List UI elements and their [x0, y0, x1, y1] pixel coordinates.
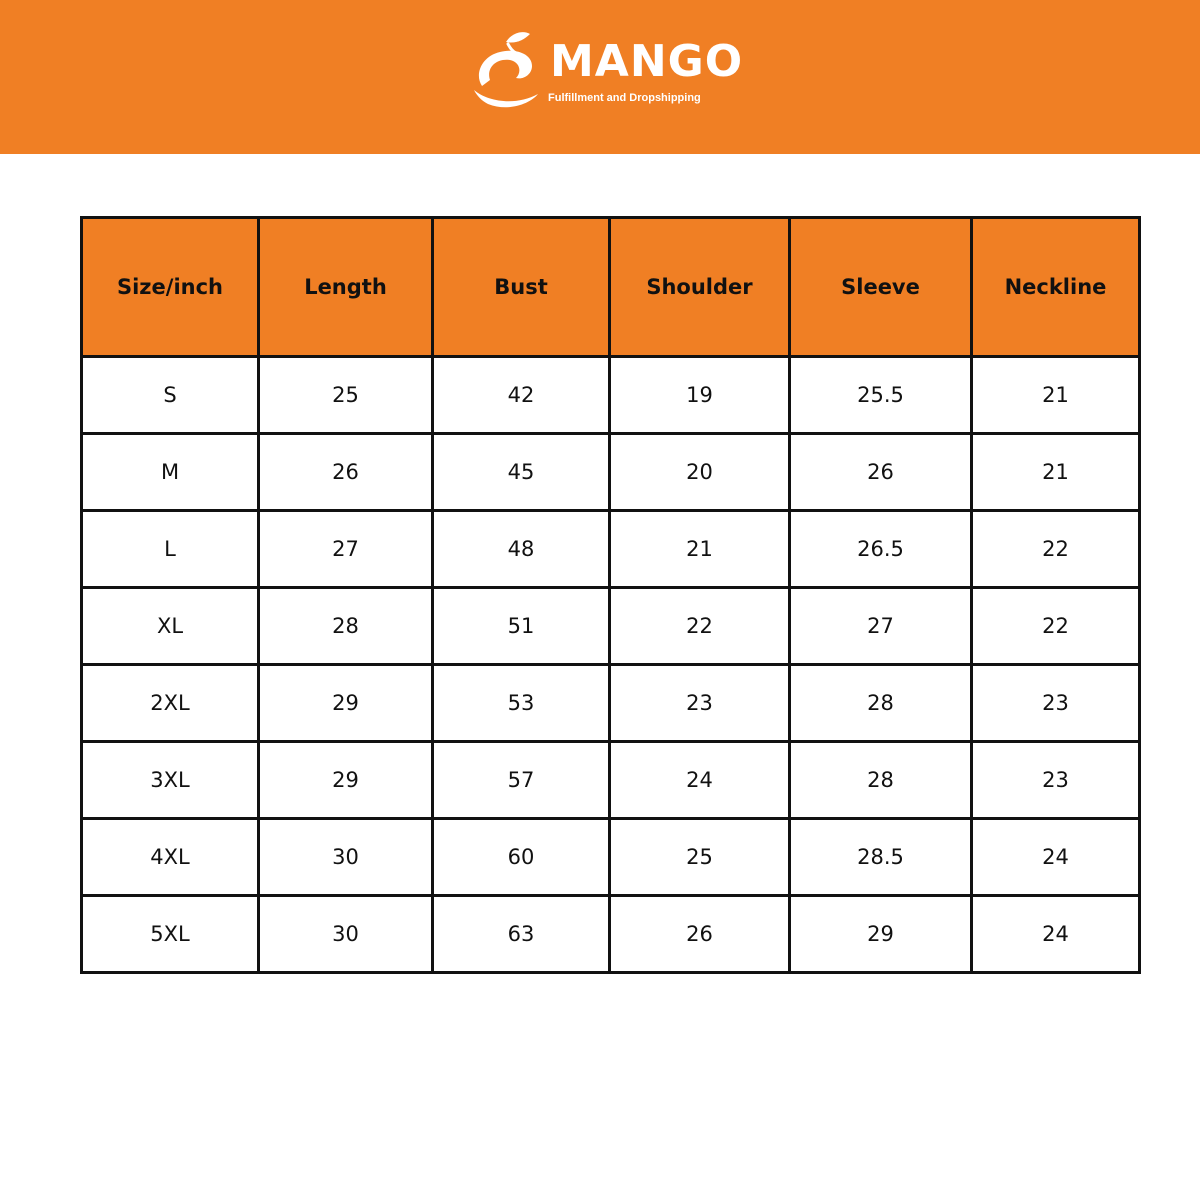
table-cell: 5XL	[82, 896, 259, 973]
table-row	[82, 896, 1140, 973]
table-cell: 27	[790, 588, 972, 665]
table-row	[82, 665, 1140, 742]
table-cell: L	[82, 511, 259, 588]
mango-logo-icon	[472, 28, 550, 108]
table-cell: 19	[610, 357, 790, 434]
table-cell: 22	[610, 588, 790, 665]
table-cell: 29	[790, 896, 972, 973]
brand-logo	[472, 28, 744, 112]
table-cell: 28	[790, 742, 972, 819]
table-cell: 26	[610, 896, 790, 973]
table-cell: 22	[972, 588, 1140, 665]
table-cell: 3XL	[82, 742, 259, 819]
table-cell: 30	[259, 819, 433, 896]
table-cell: 29	[259, 742, 433, 819]
table-cell: 60	[433, 819, 610, 896]
table-row	[82, 434, 1140, 511]
table-cell: 48	[433, 511, 610, 588]
column-header-neckline: Neckline	[972, 218, 1140, 357]
table-cell: 63	[433, 896, 610, 973]
table-cell: XL	[82, 588, 259, 665]
table-cell: 21	[610, 511, 790, 588]
table-row	[82, 357, 1140, 434]
table-cell: 51	[433, 588, 610, 665]
table-header-row	[82, 218, 1140, 357]
table-cell: 28	[790, 665, 972, 742]
table-cell: 29	[259, 665, 433, 742]
brand-tagline: Fulfillment and Dropshipping	[548, 92, 701, 104]
table-cell: 53	[433, 665, 610, 742]
table-cell: 22	[972, 511, 1140, 588]
column-header-sleeve: Sleeve	[790, 218, 972, 357]
table-cell: 30	[259, 896, 433, 973]
table-cell: 57	[433, 742, 610, 819]
table-cell: 23	[610, 665, 790, 742]
table-cell: 28	[259, 588, 433, 665]
column-header-size: Size/inch	[82, 218, 259, 357]
table-cell: 24	[972, 819, 1140, 896]
column-header-shoulder: Shoulder	[610, 218, 790, 357]
table-cell: 25	[259, 357, 433, 434]
table-cell: 42	[433, 357, 610, 434]
table-cell: 26	[790, 434, 972, 511]
table-cell: 25.5	[790, 357, 972, 434]
size-chart-table	[80, 216, 1141, 974]
table-cell: 25	[610, 819, 790, 896]
table-row	[82, 819, 1140, 896]
table-cell: 21	[972, 357, 1140, 434]
table-cell: M	[82, 434, 259, 511]
table-cell: 26	[259, 434, 433, 511]
table-cell: 27	[259, 511, 433, 588]
table-cell: 24	[610, 742, 790, 819]
brand-name: MANGO	[550, 36, 744, 87]
table-cell: 23	[972, 665, 1140, 742]
table-cell: S	[82, 357, 259, 434]
column-header-length: Length	[259, 218, 433, 357]
header-banner	[0, 0, 1200, 154]
table-cell: 21	[972, 434, 1140, 511]
table-cell: 28.5	[790, 819, 972, 896]
table-cell: 20	[610, 434, 790, 511]
table-cell: 24	[972, 896, 1140, 973]
table-row	[82, 511, 1140, 588]
table-cell: 4XL	[82, 819, 259, 896]
table-cell: 45	[433, 434, 610, 511]
column-header-bust: Bust	[433, 218, 610, 357]
table-row	[82, 742, 1140, 819]
table-cell: 2XL	[82, 665, 259, 742]
table-cell: 23	[972, 742, 1140, 819]
table-cell: 26.5	[790, 511, 972, 588]
table-row	[82, 588, 1140, 665]
